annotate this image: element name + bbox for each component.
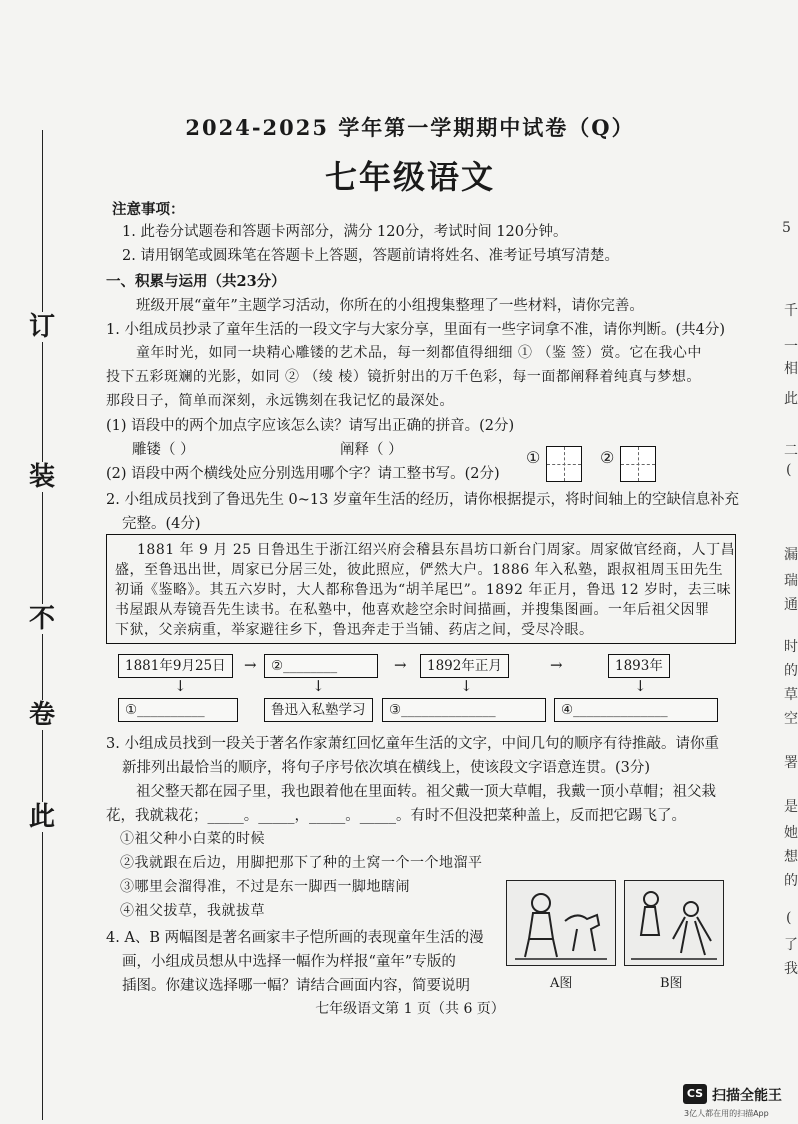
q2-stem-line-2: 完整。(4分) xyxy=(122,516,201,532)
timeline-event-2: 鲁迅入私塾学习 xyxy=(264,698,373,722)
cartoon-image-b xyxy=(624,880,724,966)
timeline-date-4: 1893年 xyxy=(608,654,670,678)
q1-passage-line-3: 那段日子，简单而深刻，永远镌刻在我记忆的最深处。 xyxy=(106,393,454,409)
cartoon-a-sketch xyxy=(507,881,615,965)
q3-option-3: ③哪里会溜得准，不过是东一脚西一脚地瞎闹 xyxy=(120,879,410,895)
q1-pinyin-blank-2[interactable]: 阐释（ ） xyxy=(340,442,403,458)
scanner-logo-icon: CS xyxy=(683,1084,707,1104)
edge-char-5: 此 xyxy=(784,391,798,407)
q1-sub1: (1) 语段中的两个加点字应该怎么读？请写出正确的拼音。(2分) xyxy=(106,418,515,434)
timeline-event-blank-1[interactable]: ①__________ xyxy=(118,698,238,722)
q4-stem-line-2: 画，小组成员想从中选择一幅作为样报“童年”专版的 xyxy=(122,954,456,970)
timeline-arrow-down-3: ↓ xyxy=(460,677,473,695)
timeline-arrow-right-2: → xyxy=(394,656,407,674)
edge-char-18: 想 xyxy=(784,849,798,865)
binding-char-juan: 卷 xyxy=(28,700,55,730)
q3-stem-line-1: 3. 小组成员找到一段关于著名作家萧红回忆童年生活的文字，中间几句的顺序有待推敲。请你重 xyxy=(106,736,719,752)
timeline-arrow-right-3: → xyxy=(550,656,563,674)
cartoon-b-sketch xyxy=(625,881,723,965)
q3-option-2: ②我就跟在后边，用脚把那下了种的土窝一个一个地溜平 xyxy=(120,855,483,871)
exam-title: 2024-2025 学年第一学期期中试卷（Q） xyxy=(185,115,635,140)
edge-char-14: 空 xyxy=(784,711,798,727)
binding-char-bu: 不 xyxy=(28,604,55,634)
q1-pinyin-blank-1[interactable]: 雕镂（ ） xyxy=(132,442,195,458)
edge-char-13: 草 xyxy=(784,687,798,703)
scanner-tagline: 3亿人都在用的扫描App xyxy=(684,1109,769,1118)
image-label-b: B图 xyxy=(660,976,683,991)
q3-stem-line-2: 新排列出最恰当的顺序，将句子序号依次填在横线上，使该段文字语意连贯。(3分) xyxy=(122,760,651,776)
scanner-name: 扫描全能王 xyxy=(712,1088,782,1104)
edge-char-7: ( xyxy=(786,462,792,478)
edge-char-15: 署 xyxy=(784,755,798,771)
timeline-arrow-down-4: ↓ xyxy=(634,677,647,695)
binding-char-ci: 此 xyxy=(28,802,55,832)
timeline-arrow-right-1: → xyxy=(244,656,257,674)
image-label-a: A图 xyxy=(550,976,573,991)
timeline-date-3: 1892年正月 xyxy=(420,654,509,678)
q2-box-line-4: 书屋跟从寿镜吾先生读书。在私塾中，他喜欢趁空余时间描画，并搜集图画。一年后祖父因罪 xyxy=(115,602,710,618)
timeline-date-blank-2[interactable]: ②________ xyxy=(264,654,378,678)
q2-box-line-3: 初诵《鉴略》。其五六岁时，大人都称鲁迅为“胡羊尾巴”。1892 年正月，鲁迅 12 岁时，去三味 xyxy=(115,582,732,598)
edge-char-10: 通 xyxy=(784,597,798,613)
notice-item-2: 2. 请用钢笔或圆珠笔在答题卡上答题，答题前请将姓名、准考证号填写清楚。 xyxy=(122,248,619,264)
q3-option-4: ④祖父拔草，我就拔草 xyxy=(120,903,265,919)
q2-box-line-1: 1881 年 9 月 25 日鲁迅生于浙江绍兴府会稽县东昌坊口新台门周家。周家做官经商，人丁昌 xyxy=(137,542,736,558)
timeline-date-1: 1881年9月25日 xyxy=(118,654,233,678)
timeline-arrow-down-1: ↓ xyxy=(174,677,187,695)
timeline-event-blank-4[interactable]: ④______________ xyxy=(554,698,718,722)
q2-material-box xyxy=(106,534,736,644)
edge-char-22: 我 xyxy=(784,961,798,977)
edge-char-17: 她 xyxy=(784,825,798,841)
edge-char-9: 瑞 xyxy=(784,573,798,589)
cartoon-image-a xyxy=(506,880,616,966)
q2-box-line-5: 下狱，父亲病重，举家避往乡下，鲁迅奔走于当铺、药店之间，受尽冷眼。 xyxy=(115,622,594,638)
q1-stem: 1. 小组成员抄录了童年生活的一段文字与大家分享，里面有一些字词拿不准，请你判断。(共4分) xyxy=(106,322,725,338)
q1-grid-label-1: ① xyxy=(526,448,541,467)
q3-option-1: ①祖父种小白菜的时候 xyxy=(120,831,265,847)
edge-char-1: 5 xyxy=(782,220,791,236)
edge-char-3: 一 xyxy=(784,339,798,355)
q1-passage-line-2: 投下五彩斑斓的光影，如同 ② （绫 棱）镜折射出的万千色彩，每一面都阐释着纯真与梦想。 xyxy=(106,369,701,385)
q1-sub2: (2) 语段中两个横线处应分别选用哪个字？请工整书写。(2分) xyxy=(106,466,500,482)
edge-char-12: 的 xyxy=(784,663,798,679)
edge-char-11: 时 xyxy=(784,639,798,655)
edge-char-21: 了 xyxy=(784,937,798,953)
q2-stem-line-1: 2. 小组成员找到了鲁迅先生 0~13 岁童年生活的经历，请你根据提示，将时间轴上的空缺信息补充 xyxy=(106,492,739,508)
notice-heading: 注意事项： xyxy=(112,201,185,218)
binding-char-ding: 订 xyxy=(28,312,55,342)
edge-char-6: 二 xyxy=(784,443,798,459)
q2-box-line-2: 盛，至鲁迅出世，周家已分居三处，彼此照应，俨然大户。1886 年入私塾，跟叔祖周玉田先生 xyxy=(115,562,724,578)
edge-char-2: 千 xyxy=(784,303,798,319)
q1-passage-line-1: 童年时光，如同一块精心雕镂的艺术品，每一刻都值得细细 ① （鉴 签）赏。它在我心中 xyxy=(136,345,702,361)
q4-stem-line-3: 插图。你建议选择哪一幅？请结合画面内容，简要说明 xyxy=(122,978,470,994)
edge-char-19: 的 xyxy=(784,873,798,889)
section-heading: 一、积累与运用（共23分） xyxy=(106,273,286,290)
q3-passage-line-2[interactable]: 花，我就栽花；_____。_____，_____。_____。有时不但没把菜种盖上，反而把它踢飞了。 xyxy=(106,808,686,824)
q3-passage-line-1: 祖父整天都在园子里，我也跟着他在里面转。祖父戴一顶大草帽，我戴一顶小草帽；祖父栽 xyxy=(136,784,716,800)
subject-title: 七年级语文 xyxy=(324,158,495,196)
notice-item-1: 1. 此卷分试题卷和答题卡两部分，满分 120分，考试时间 120分钟。 xyxy=(122,224,568,240)
section-intro: 班级开展“童年”主题学习活动，你所在的小组搜集整理了一些材料，请你完善。 xyxy=(136,298,644,314)
edge-char-20: ( xyxy=(786,910,792,926)
q1-grid-box-2[interactable] xyxy=(620,446,656,482)
binding-char-zhuang: 装 xyxy=(28,462,55,492)
timeline-arrow-down-2: ↓ xyxy=(312,677,325,695)
edge-char-16: 是 xyxy=(784,799,798,815)
edge-char-4: 相 xyxy=(784,361,798,377)
edge-char-8: 漏 xyxy=(784,547,798,563)
q1-grid-box-1[interactable] xyxy=(546,446,582,482)
q4-stem-line-1: 4. A、B 两幅图是著名画家丰子恺所画的表现童年生活的漫 xyxy=(106,930,484,946)
q1-grid-label-2: ② xyxy=(600,448,615,467)
timeline-event-blank-3[interactable]: ③______________ xyxy=(382,698,546,722)
page-footer: 七年级语文第 1 页（共 6 页） xyxy=(315,1001,505,1017)
